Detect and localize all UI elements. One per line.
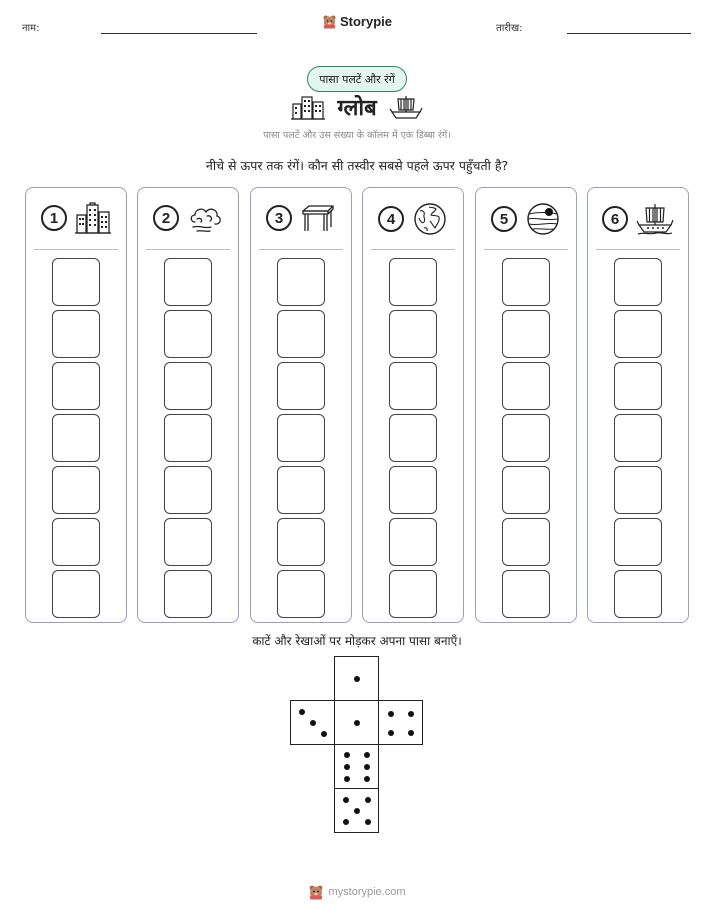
dice-pip: [388, 711, 394, 717]
column-3: [250, 187, 352, 623]
ship-icon: [636, 202, 674, 236]
color-box[interactable]: [52, 258, 100, 306]
color-box[interactable]: [277, 570, 325, 618]
dice-pip: [343, 819, 349, 825]
color-box[interactable]: [52, 362, 100, 410]
dice-face: [334, 700, 379, 745]
color-box[interactable]: [52, 310, 100, 358]
cut-instruction: काटें और रेखाओं पर मोड़कर अपना पासा बनाएँ।: [252, 634, 462, 648]
name-line[interactable]: [101, 33, 257, 34]
column-4: [362, 187, 464, 623]
color-box[interactable]: [502, 466, 550, 514]
color-box[interactable]: [502, 258, 550, 306]
dice-pip: [388, 730, 394, 736]
title-row: [0, 92, 714, 122]
color-box[interactable]: [389, 362, 437, 410]
footer-site[interactable]: mystorypie.com: [328, 886, 406, 898]
name-label: नाम:: [22, 23, 40, 34]
column-5: [475, 187, 577, 623]
color-box[interactable]: [164, 414, 212, 462]
color-box[interactable]: [277, 518, 325, 566]
dice-pip: [344, 752, 350, 758]
color-box[interactable]: [389, 466, 437, 514]
subtitle: पासा पलटें और उस संख्या के कॉलम में एक डिब्बा रंगें।: [263, 130, 451, 141]
footer: [0, 884, 714, 900]
game-label-badge: पासा पलटें और रंगें: [307, 66, 407, 92]
color-box[interactable]: [502, 570, 550, 618]
dice-pip: [365, 797, 371, 803]
bear-logo-icon: [322, 14, 337, 29]
dice-pip: [364, 764, 370, 770]
column-number: 6: [602, 206, 628, 232]
column-divider: [146, 249, 230, 250]
table-icon: [300, 202, 336, 234]
buildings-icon: [75, 202, 111, 234]
column-number: 2: [153, 205, 179, 231]
dice-pip: [310, 720, 316, 726]
column-divider: [484, 249, 568, 250]
color-box[interactable]: [614, 466, 662, 514]
dice-pip: [364, 752, 370, 758]
wind-icon: [187, 202, 223, 234]
page-title: ग्लोब: [337, 95, 377, 121]
buildings-icon: [291, 94, 325, 120]
color-box[interactable]: [389, 310, 437, 358]
column-divider: [371, 249, 455, 250]
dice-pip: [354, 676, 360, 682]
color-box[interactable]: [502, 518, 550, 566]
dice-pip: [354, 808, 360, 814]
column-divider: [259, 249, 343, 250]
color-box[interactable]: [52, 570, 100, 618]
planet-icon: [525, 202, 561, 236]
color-box[interactable]: [277, 310, 325, 358]
color-box[interactable]: [502, 310, 550, 358]
color-box[interactable]: [389, 518, 437, 566]
color-box[interactable]: [52, 414, 100, 462]
column-2: [137, 187, 239, 623]
color-box[interactable]: [164, 466, 212, 514]
column-divider: [596, 249, 680, 250]
column-6: [587, 187, 689, 623]
color-box[interactable]: [389, 258, 437, 306]
dice-face: [290, 700, 335, 745]
column-1: [25, 187, 127, 623]
color-box[interactable]: [614, 362, 662, 410]
dice-pip: [321, 731, 327, 737]
dice-pip: [354, 720, 360, 726]
instruction: नीचे से ऊपर तक रंगें। कौन सी तस्वीर सबसे पहले ऊपर पहुँचती है?: [205, 158, 509, 173]
color-box[interactable]: [614, 518, 662, 566]
dice-pip: [343, 797, 349, 803]
color-box[interactable]: [164, 362, 212, 410]
color-box[interactable]: [277, 258, 325, 306]
globe-icon: [412, 202, 448, 236]
color-box[interactable]: [502, 362, 550, 410]
column-number: 3: [266, 205, 292, 231]
color-box[interactable]: [52, 518, 100, 566]
date-label: तारीख:: [496, 23, 523, 34]
color-box[interactable]: [52, 466, 100, 514]
color-box[interactable]: [277, 414, 325, 462]
dice-face: [334, 744, 379, 789]
color-box[interactable]: [164, 518, 212, 566]
color-box[interactable]: [614, 310, 662, 358]
column-number: 5: [491, 206, 517, 232]
date-line[interactable]: [567, 33, 691, 34]
ship-icon: [389, 94, 423, 120]
dice-face: [334, 656, 379, 701]
dice-pip: [364, 776, 370, 782]
color-box[interactable]: [277, 362, 325, 410]
color-box[interactable]: [502, 414, 550, 462]
dice-pip: [344, 776, 350, 782]
color-box[interactable]: [389, 414, 437, 462]
color-box[interactable]: [164, 570, 212, 618]
color-box[interactable]: [614, 258, 662, 306]
dice-pip: [408, 711, 414, 717]
dice-face: [378, 700, 423, 745]
brand: [0, 14, 714, 33]
color-box[interactable]: [164, 310, 212, 358]
color-box[interactable]: [389, 570, 437, 618]
dice-pip: [408, 730, 414, 736]
dice-pip: [299, 709, 305, 715]
column-divider: [34, 249, 118, 250]
column-number: 1: [41, 205, 67, 231]
column-number: 4: [378, 206, 404, 232]
color-box[interactable]: [164, 258, 212, 306]
color-box[interactable]: [277, 466, 325, 514]
dice-face: [334, 788, 379, 833]
color-box[interactable]: [614, 414, 662, 462]
color-box[interactable]: [614, 570, 662, 618]
dice-pip: [365, 819, 371, 825]
brand-name: Storypie: [339, 14, 392, 29]
dice-pip: [344, 764, 350, 770]
bear-logo-icon: [308, 884, 324, 900]
